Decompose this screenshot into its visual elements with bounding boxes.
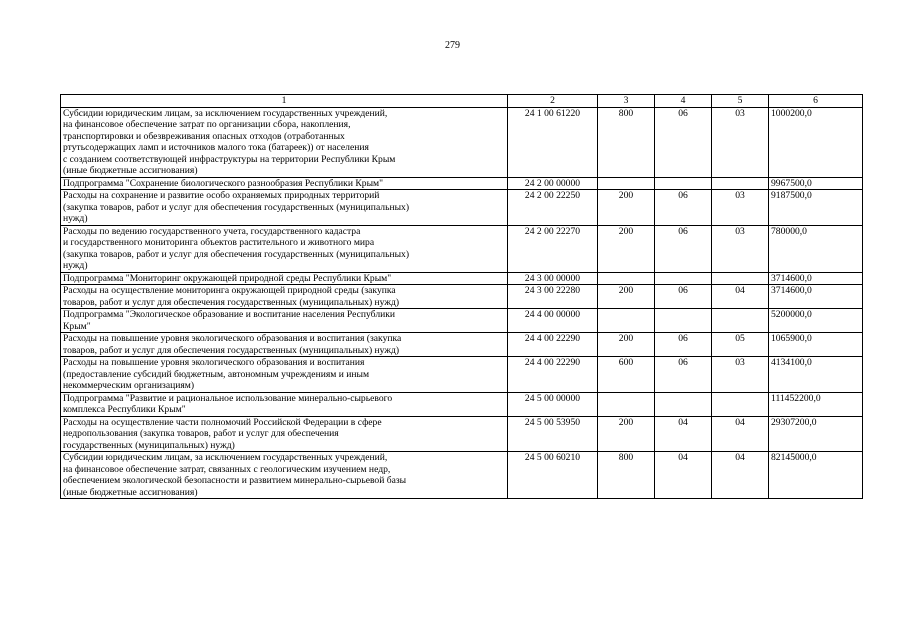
- row-expense-type: [598, 309, 655, 333]
- row-code: 24 3 00 22280: [508, 285, 598, 309]
- row-code: 24 5 00 53950: [508, 416, 598, 452]
- row-code: 24 5 00 00000: [508, 392, 598, 416]
- column-header-5: 5: [712, 95, 769, 108]
- column-header-1: 1: [61, 95, 508, 108]
- row-amount: 3714600,0: [769, 285, 863, 309]
- row-expense-type: 200: [598, 190, 655, 226]
- row-subsection: [712, 392, 769, 416]
- row-subsection: 03: [712, 190, 769, 226]
- row-section: [655, 177, 712, 190]
- row-description: Субсидии юридическим лицам, за исключением государственных учреждений, на финансовое обеспечение затрат, связанных с геологическим изучением недр, обеспечением экологической безопасности и развитием минерально-сырьевой базы (иные бюджетные ассигнования): [61, 452, 508, 499]
- row-subsection: 04: [712, 416, 769, 452]
- row-expense-type: 200: [598, 225, 655, 272]
- row-amount: 1000200,0: [769, 107, 863, 177]
- table-row: [61, 177, 863, 190]
- row-expense-type: 200: [598, 285, 655, 309]
- row-section: 06: [655, 190, 712, 226]
- table-row: [61, 272, 863, 285]
- row-amount: 1065900,0: [769, 333, 863, 357]
- row-section: 06: [655, 333, 712, 357]
- row-amount: 4134100,0: [769, 357, 863, 393]
- row-description: Расходы на осуществление мониторинга окружающей природной среды (закупка товаров, работ и услуг для обеспечения государственных (муниципальных) нужд): [61, 285, 508, 309]
- row-expense-type: [598, 177, 655, 190]
- row-description: Подпрограмма "Экологическое образование и воспитание населения Республики Крым": [61, 309, 508, 333]
- row-section: 04: [655, 452, 712, 499]
- row-subsection: 03: [712, 107, 769, 177]
- row-code: 24 5 00 60210: [508, 452, 598, 499]
- row-code: 24 4 00 22290: [508, 357, 598, 393]
- row-subsection: 04: [712, 452, 769, 499]
- column-header-6: 6: [769, 95, 863, 108]
- row-description: Расходы на повышение уровня экологического образования и воспитания (закупка товаров, работ и услуг для обеспечения государственных (муниципальных) нужд): [61, 333, 508, 357]
- row-subsection: [712, 272, 769, 285]
- row-code: 24 3 00 00000: [508, 272, 598, 285]
- budget-table: [60, 94, 863, 499]
- row-amount: 9187500,0: [769, 190, 863, 226]
- row-description: Расходы на сохранение и развитие особо охраняемых природных территорий (закупка товаров, работ и услуг для обеспечения государственных (муниципальных) нужд): [61, 190, 508, 226]
- row-section: 04: [655, 416, 712, 452]
- row-section: 06: [655, 285, 712, 309]
- row-subsection: 03: [712, 225, 769, 272]
- row-amount: 9967500,0: [769, 177, 863, 190]
- row-expense-type: 200: [598, 333, 655, 357]
- row-section: [655, 392, 712, 416]
- row-section: 06: [655, 225, 712, 272]
- row-section: [655, 272, 712, 285]
- row-amount: 111452200,0: [769, 392, 863, 416]
- table-row: [61, 309, 863, 333]
- row-expense-type: 800: [598, 107, 655, 177]
- row-expense-type: [598, 392, 655, 416]
- row-code: 24 2 00 22250: [508, 190, 598, 226]
- row-subsection: 05: [712, 333, 769, 357]
- row-expense-type: 600: [598, 357, 655, 393]
- table-row: [61, 107, 863, 177]
- table-header-row: [61, 95, 863, 108]
- table-row: [61, 225, 863, 272]
- column-header-3: 3: [598, 95, 655, 108]
- row-expense-type: [598, 272, 655, 285]
- table-row: [61, 357, 863, 393]
- row-code: 24 4 00 00000: [508, 309, 598, 333]
- row-subsection: 04: [712, 285, 769, 309]
- row-description: Расходы на осуществление части полномочий Российской Федерации в сфере недропользования (закупка товаров, работ и услуг для обеспечения государственных (муниципальных) нужд): [61, 416, 508, 452]
- row-amount: 29307200,0: [769, 416, 863, 452]
- column-header-4: 4: [655, 95, 712, 108]
- row-code: 24 4 00 22290: [508, 333, 598, 357]
- table-row: [61, 452, 863, 499]
- row-section: [655, 309, 712, 333]
- row-section: 06: [655, 107, 712, 177]
- column-header-2: 2: [508, 95, 598, 108]
- table-row: [61, 333, 863, 357]
- row-code: 24 2 00 22270: [508, 225, 598, 272]
- row-description: Расходы по ведению государственного учета, государственного кадастра и государственного мониторинга объектов растительного и животного мира (закупка товаров, работ и услуг для обеспечения государственных (муниципальных) нужд): [61, 225, 508, 272]
- row-amount: 3714600,0: [769, 272, 863, 285]
- row-subsection: [712, 309, 769, 333]
- row-amount: 82145000,0: [769, 452, 863, 499]
- row-description: Субсидии юридическим лицам, за исключением государственных учреждений, на финансовое обеспечение затрат по организации сбора, накопления, транспортировки и обезвреживания опасных отходов (отработанных ртутьсодержащих ламп и источников малого тока (батареек)) от населения с созданием соответствующей инфраструктуры на территории Республики Крым (иные бюджетные ассигнования): [61, 107, 508, 177]
- row-subsection: 03: [712, 357, 769, 393]
- row-section: 06: [655, 357, 712, 393]
- row-expense-type: 200: [598, 416, 655, 452]
- table-row: [61, 416, 863, 452]
- row-description: Подпрограмма "Сохранение биологического разнообразия Республики Крым": [61, 177, 508, 190]
- row-description: Расходы на повышение уровня экологического образования и воспитания (предоставление субсидий бюджетным, автономным учреждениям и иным некоммерческим организациям): [61, 357, 508, 393]
- page-number: 279: [445, 40, 460, 51]
- row-subsection: [712, 177, 769, 190]
- row-amount: 780000,0: [769, 225, 863, 272]
- row-code: 24 1 00 61220: [508, 107, 598, 177]
- table-row: [61, 285, 863, 309]
- table-row: [61, 392, 863, 416]
- row-expense-type: 800: [598, 452, 655, 499]
- table-row: [61, 190, 863, 226]
- row-amount: 5200000,0: [769, 309, 863, 333]
- row-code: 24 2 00 00000: [508, 177, 598, 190]
- row-description: Подпрограмма "Развитие и рациональное использование минерально-сырьевого комплекса Республики Крым": [61, 392, 508, 416]
- row-description: Подпрограмма "Мониторинг окружающей природной среды Республики Крым": [61, 272, 508, 285]
